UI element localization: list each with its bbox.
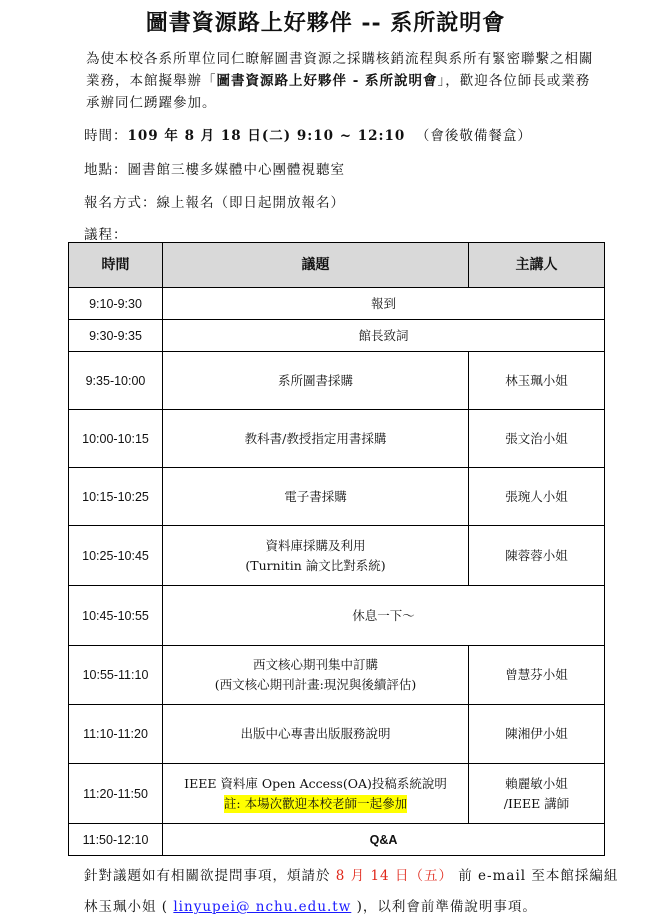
- row-topic: 教科書/教授指定用書採購: [163, 410, 469, 468]
- document-title: 圖書資源路上好夥伴 -- 系所說明會: [145, 10, 506, 36]
- time-value: 109 年 8 月 18 日(二) 9:10 ~ 12:10: [127, 128, 406, 144]
- footer-text-3: 林玉珮小姐 (: [84, 899, 169, 915]
- time-label: 時間：: [84, 128, 128, 144]
- table-row: [69, 410, 605, 468]
- row-topic-cell: [163, 526, 469, 586]
- footer-line-1: [84, 864, 618, 884]
- table-row: [69, 764, 605, 824]
- registration-label: 報名方式：: [84, 195, 157, 211]
- table-row: [69, 586, 605, 646]
- row-topic: 報到: [163, 288, 605, 320]
- row-time: 10:00-10:15: [69, 410, 163, 468]
- row-topic-cell: [163, 646, 469, 705]
- row-speaker: 曾慧芬小姐: [469, 646, 605, 705]
- row-topic: Q&A: [163, 824, 605, 856]
- table-row: [69, 705, 605, 764]
- time-line: [84, 124, 532, 144]
- table-header-row: [69, 243, 605, 288]
- row-time: 11:10-11:20: [69, 705, 163, 764]
- row-topic: 館長致詞: [163, 320, 605, 352]
- row-topic-sub: (Turnitin 論文比對系統): [245, 557, 386, 573]
- row-time: 10:15-10:25: [69, 468, 163, 526]
- row-topic-cell: [163, 764, 469, 824]
- location-label: 地點：: [84, 162, 128, 178]
- row-speaker-sub: /IEEE 講師: [503, 795, 570, 811]
- row-topic-sub: (西文核心期刊計畫:現況與後續評估): [214, 677, 417, 692]
- row-topic: 出版中心專書出版服務說明: [163, 705, 469, 764]
- event-name-bold: 圖書資源路上好夥伴 - 系所說明會: [216, 73, 438, 89]
- registration-value: 線上報名（即日起開放報名）: [156, 195, 345, 211]
- location-value: 圖書館三樓多媒體中心團體視聽室: [127, 162, 345, 178]
- footer-line-2: [84, 895, 537, 915]
- row-speaker-cell: [469, 764, 605, 824]
- row-speaker: 陳蓉蓉小姐: [469, 526, 605, 586]
- row-time: 10:25-10:45: [69, 526, 163, 586]
- row-speaker: 張琬人小姐: [469, 468, 605, 526]
- table-row: [69, 288, 605, 320]
- row-topic: 電子書採購: [163, 468, 469, 526]
- row-highlight-note: 註: 本場次歡迎本校老師一起參加: [223, 795, 408, 811]
- email-link[interactable]: linyupei@ nchu.edu.tw: [173, 899, 352, 915]
- row-speaker: 賴麗敏小姐: [505, 775, 568, 791]
- row-time: 10:55-11:10: [69, 646, 163, 705]
- row-speaker: 林玉珮小姐: [469, 352, 605, 410]
- agenda-table: [68, 242, 605, 856]
- row-time: 11:20-11:50: [69, 764, 163, 824]
- row-time: 11:50-12:10: [69, 824, 163, 856]
- row-speaker: 張文治小姐: [469, 410, 605, 468]
- header-topic: 議題: [163, 243, 469, 288]
- registration-line: [84, 191, 345, 211]
- row-topic: 西文核心期刊集中訂購: [252, 657, 378, 672]
- location-line: [84, 158, 345, 178]
- table-row: [69, 352, 605, 410]
- row-time: 10:45-10:55: [69, 586, 163, 646]
- time-note: （會後敬備餐盒）: [415, 128, 532, 144]
- footer-text-1: 針對議題如有相關欲提問事項，煩請於: [84, 868, 331, 884]
- intro-text-1: 為使本校各系所單位同仁瞭解圖書資源之採購核銷流程與系所有緊密聯繫之相關業務，本館擬舉辦「: [86, 51, 594, 89]
- row-time: 9:35-10:00: [69, 352, 163, 410]
- header-speaker: 主講人: [469, 243, 605, 288]
- agenda-label: 議程：: [84, 227, 128, 243]
- row-topic: 資料庫採購及利用: [265, 537, 366, 553]
- intro-text-2: 」，歡迎各位師長或業務承辦同仁踴躍參加。: [86, 73, 591, 111]
- row-topic: 休息一下～: [163, 586, 605, 646]
- row-topic: IEEE 資料庫 Open Access(OA)投稿系統說明: [184, 775, 447, 791]
- table-row: [69, 468, 605, 526]
- row-speaker: 陳湘伊小姐: [469, 705, 605, 764]
- table-row: [69, 646, 605, 705]
- footer-text-2: 前 e-mail 至本館採編組: [458, 868, 619, 884]
- footer-text-4: )，以利會前準備說明事項。: [356, 899, 537, 915]
- header-time: 時間: [69, 243, 163, 288]
- table-row: [69, 526, 605, 586]
- row-topic: 系所圖書採購: [163, 352, 469, 410]
- row-time: 9:30-9:35: [69, 320, 163, 352]
- table-row: [69, 824, 605, 856]
- deadline-date: 8 月 14 日（五）: [335, 868, 453, 884]
- table-row: [69, 320, 605, 352]
- intro-paragraph: [86, 48, 596, 114]
- row-time: 9:10-9:30: [69, 288, 163, 320]
